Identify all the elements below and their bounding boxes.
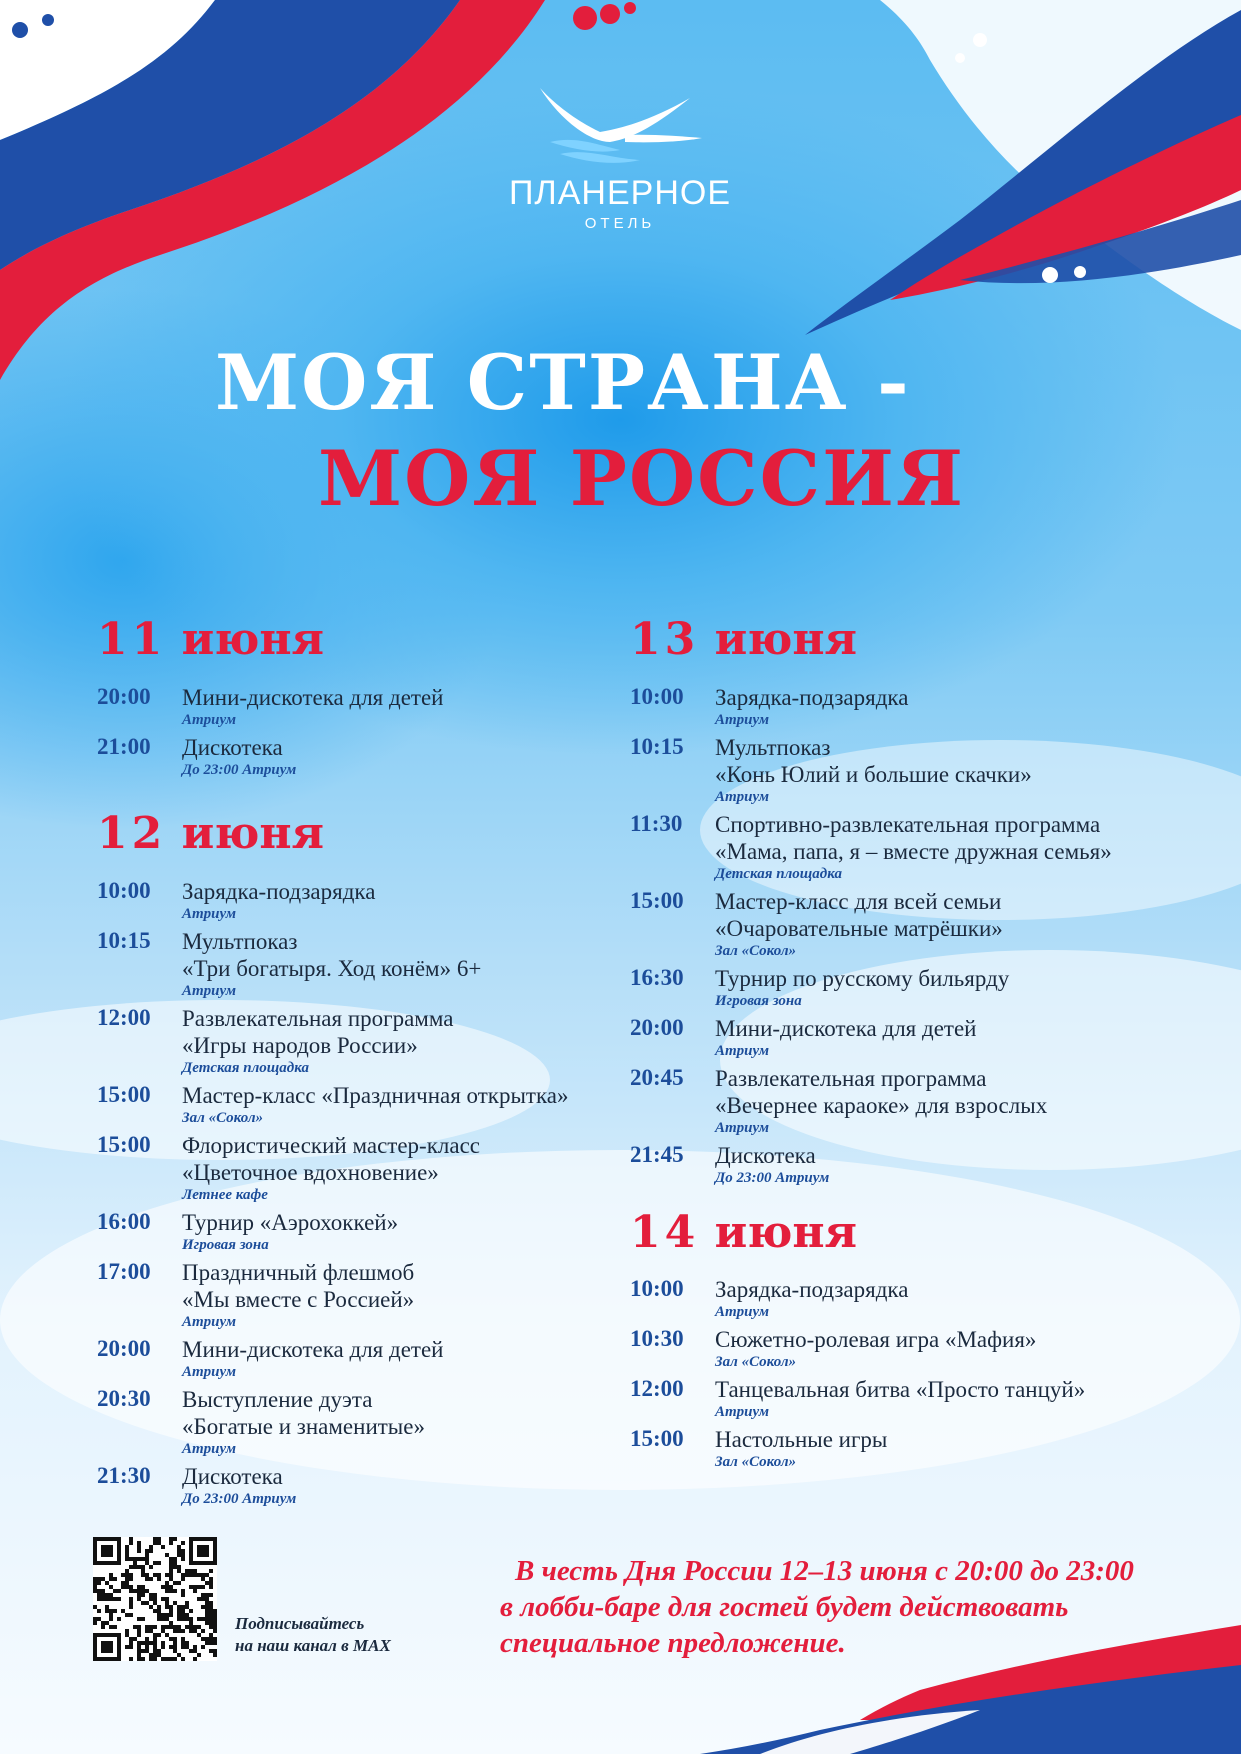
event-title-line: Зарядка-подзарядка [182,879,376,904]
event-time: 21:30 [97,1463,151,1488]
event-location: Атриум [715,1043,770,1059]
event-details [182,1132,637,1205]
event-time: 10:30 [630,1326,684,1351]
event-title-line: Мультпоказ [182,929,298,954]
event-item [97,928,637,1001]
event-time: 11:30 [630,811,683,836]
event-title-line: Турнир «Аэрохоккей» [182,1210,399,1235]
event-title-line: Настольные игры [715,1427,888,1452]
event-location: Атриум [182,1364,237,1380]
event-details [715,811,1170,884]
event-item [630,734,1170,807]
day-month: июня [714,614,858,665]
event-title-line: «Цветочное вдохновение» [182,1160,439,1185]
event-item [630,1015,1170,1061]
event-item [97,1259,637,1332]
event-time: 10:15 [97,928,151,953]
event-details [715,684,1170,730]
event-details [715,888,1170,961]
event-location: Атриум [182,906,237,922]
day-number: 12 [97,808,167,859]
event-time: 10:00 [630,684,684,709]
qr-code-icon[interactable] [93,1537,217,1661]
event-time: 21:45 [630,1142,684,1167]
event-time: 20:45 [630,1065,684,1090]
event-location: Атриум [715,712,770,728]
red-dot [600,4,620,24]
event-title-line: «Три богатыря. Ход конём» 6+ [182,956,482,981]
event-title-line: Мастер-класс для всей семьи [715,889,1002,914]
blue-dot [42,14,54,26]
event-location: Зал «Сокол» [715,943,797,959]
title-line-2: МОЯ РОССИЯ [318,434,965,523]
event-title-line: Мультпоказ [715,735,831,760]
event-details [715,965,1170,1011]
day-month: июня [714,1207,858,1258]
event-location: Атриум [715,789,770,805]
event-item [97,1082,637,1128]
event-time: 21:00 [97,734,151,759]
event-item [630,1426,1170,1472]
event-location: До 23:00 Атриум [182,1491,297,1507]
red-dot [573,6,597,30]
event-time: 10:00 [630,1276,684,1301]
event-item [97,1336,637,1382]
event-item [630,888,1170,961]
event-title-line: Мини-дискотека для детей [182,1337,444,1362]
event-time: 15:00 [630,1426,684,1451]
event-item [97,878,637,924]
event-title-line: Выступление дуэта [182,1387,373,1412]
event-title-line: Дискотека [182,1464,283,1489]
hotel-name: ПЛАНЕРНОЕ [508,174,731,212]
event-title-line: Спортивно-развлекательная программа [715,812,1101,837]
event-item [630,1065,1170,1138]
event-item [97,1463,637,1509]
event-details [715,1376,1170,1422]
event-item [97,684,637,730]
event-list [630,1276,1170,1476]
qr-caption-line: на наш канал в MAX [235,1636,391,1655]
day-number: 14 [630,1207,700,1258]
event-location: Детская площадка [715,866,842,882]
event-time: 15:00 [97,1132,151,1157]
event-location: Атриум [182,983,237,999]
day-month: июня [181,614,325,665]
event-time: 20:00 [630,1015,684,1040]
event-item [630,1142,1170,1188]
white-dot [955,53,965,63]
event-title-line: Мини-дискотека для детей [182,685,444,710]
event-location: Игровая зона [715,993,802,1009]
event-details [182,1082,637,1128]
event-list [97,684,637,784]
event-details [715,1426,1170,1472]
event-title-line: Зарядка-подзарядка [715,685,909,710]
event-details [715,1065,1170,1138]
event-details [182,1336,637,1382]
event-time: 10:15 [630,734,684,759]
red-dot [624,2,636,14]
event-title-line: Дискотека [715,1143,816,1168]
event-time: 16:00 [97,1209,151,1234]
event-details [182,928,637,1001]
event-title-line: «Мама, папа, я – вместе дружная семья» [715,839,1112,864]
event-location: Детская площадка [182,1060,309,1076]
event-time: 20:00 [97,1336,151,1361]
event-title-line: Флористический мастер-класс [182,1133,480,1158]
event-details [182,1259,637,1332]
hotel-logo [440,80,800,232]
event-title-line: Мастер-класс «Праздничная открытка» [182,1083,569,1108]
event-title-line: Праздничный флешмоб [182,1260,415,1285]
event-time: 10:00 [97,878,151,903]
event-item [97,1386,637,1459]
event-details [182,878,637,924]
event-item [97,1132,637,1205]
promo-text [500,1553,1134,1661]
event-time: 15:00 [630,888,684,913]
day-number: 11 [97,614,167,665]
event-location: Атриум [715,1304,770,1320]
event-location: Игровая зона [182,1237,269,1253]
day-heading [630,614,857,665]
event-time: 16:30 [630,965,684,990]
event-location: Зал «Сокол» [715,1454,797,1470]
event-location: Атриум [715,1120,770,1136]
event-title-line: Танцевальная битва «Просто танцуй» [715,1377,1086,1402]
day-heading [97,614,324,665]
white-dot [1042,267,1058,283]
event-list [97,878,637,1513]
event-title-line: «Богатые и знаменитые» [182,1414,425,1439]
event-item [630,1326,1170,1372]
day-month: июня [181,808,325,859]
event-location: Атриум [182,1314,237,1330]
qr-caption-line: Подписывайтесь [235,1614,365,1633]
hotel-subtitle: ОТЕЛЬ [584,215,656,232]
event-details [715,734,1170,807]
event-title-line: «Вечернее караоке» для взрослых [715,1093,1048,1118]
event-title-line: «Игры народов России» [182,1033,418,1058]
event-item [630,965,1170,1011]
event-details [715,1142,1170,1188]
event-item [630,1376,1170,1422]
event-location: Летнее кафе [182,1187,268,1203]
event-details [182,1209,637,1255]
event-title-line: Сюжетно-ролевая игра «Мафия» [715,1327,1037,1352]
event-item [630,684,1170,730]
event-title-line: Развлекательная программа [715,1066,987,1091]
event-title-line: Дискотека [182,735,283,760]
event-location: Атриум [182,712,237,728]
day-heading [97,808,324,859]
event-details [715,1015,1170,1061]
event-details [715,1326,1170,1372]
event-title-line: «Конь Юлий и большие скачки» [715,762,1032,787]
promo-line: в лобби-баре для гостей будет действовать [500,1591,1069,1623]
event-details [715,1276,1170,1322]
event-list [630,684,1170,1192]
event-time: 20:30 [97,1386,151,1411]
title-line-1: МОЯ СТРАНА - [215,338,911,427]
day-number: 13 [630,614,700,665]
event-location: До 23:00 Атриум [182,762,297,778]
event-title-line: «Очаровательные матрёшки» [715,916,1003,941]
event-time: 12:00 [630,1376,684,1401]
event-details [182,684,637,730]
event-details [182,1005,637,1078]
event-item [97,734,637,780]
event-details [182,1463,637,1509]
event-details [182,734,637,780]
white-dot [973,33,987,47]
event-item [630,1276,1170,1322]
event-time: 15:00 [97,1082,151,1107]
event-title-line: Зарядка-подзарядка [715,1277,909,1302]
white-dot [1074,266,1086,278]
event-title-line: «Мы вместе с Россией» [182,1287,415,1312]
blue-dot [12,22,28,38]
event-details [182,1386,637,1459]
event-location: Атриум [182,1441,237,1457]
event-location: Зал «Сокол» [182,1110,264,1126]
event-location: До 23:00 Атриум [715,1170,830,1186]
event-item [97,1209,637,1255]
event-item [97,1005,637,1078]
event-location: Зал «Сокол» [715,1354,797,1370]
event-title-line: Развлекательная программа [182,1006,454,1031]
event-time: 17:00 [97,1259,151,1284]
qr-caption [235,1613,391,1657]
event-item [630,811,1170,884]
event-title-line: Мини-дискотека для детей [715,1016,977,1041]
day-heading [630,1207,857,1258]
event-location: Атриум [715,1404,770,1420]
event-time: 12:00 [97,1005,151,1030]
event-title-line: Турнир по русскому бильярду [715,966,1010,991]
glider-logo-icon [530,80,710,170]
event-time: 20:00 [97,684,151,709]
promo-line: В честь Дня России 12–13 июня с 20:00 до 23:00 [515,1555,1134,1587]
promo-line: специальное предложение. [500,1627,846,1659]
